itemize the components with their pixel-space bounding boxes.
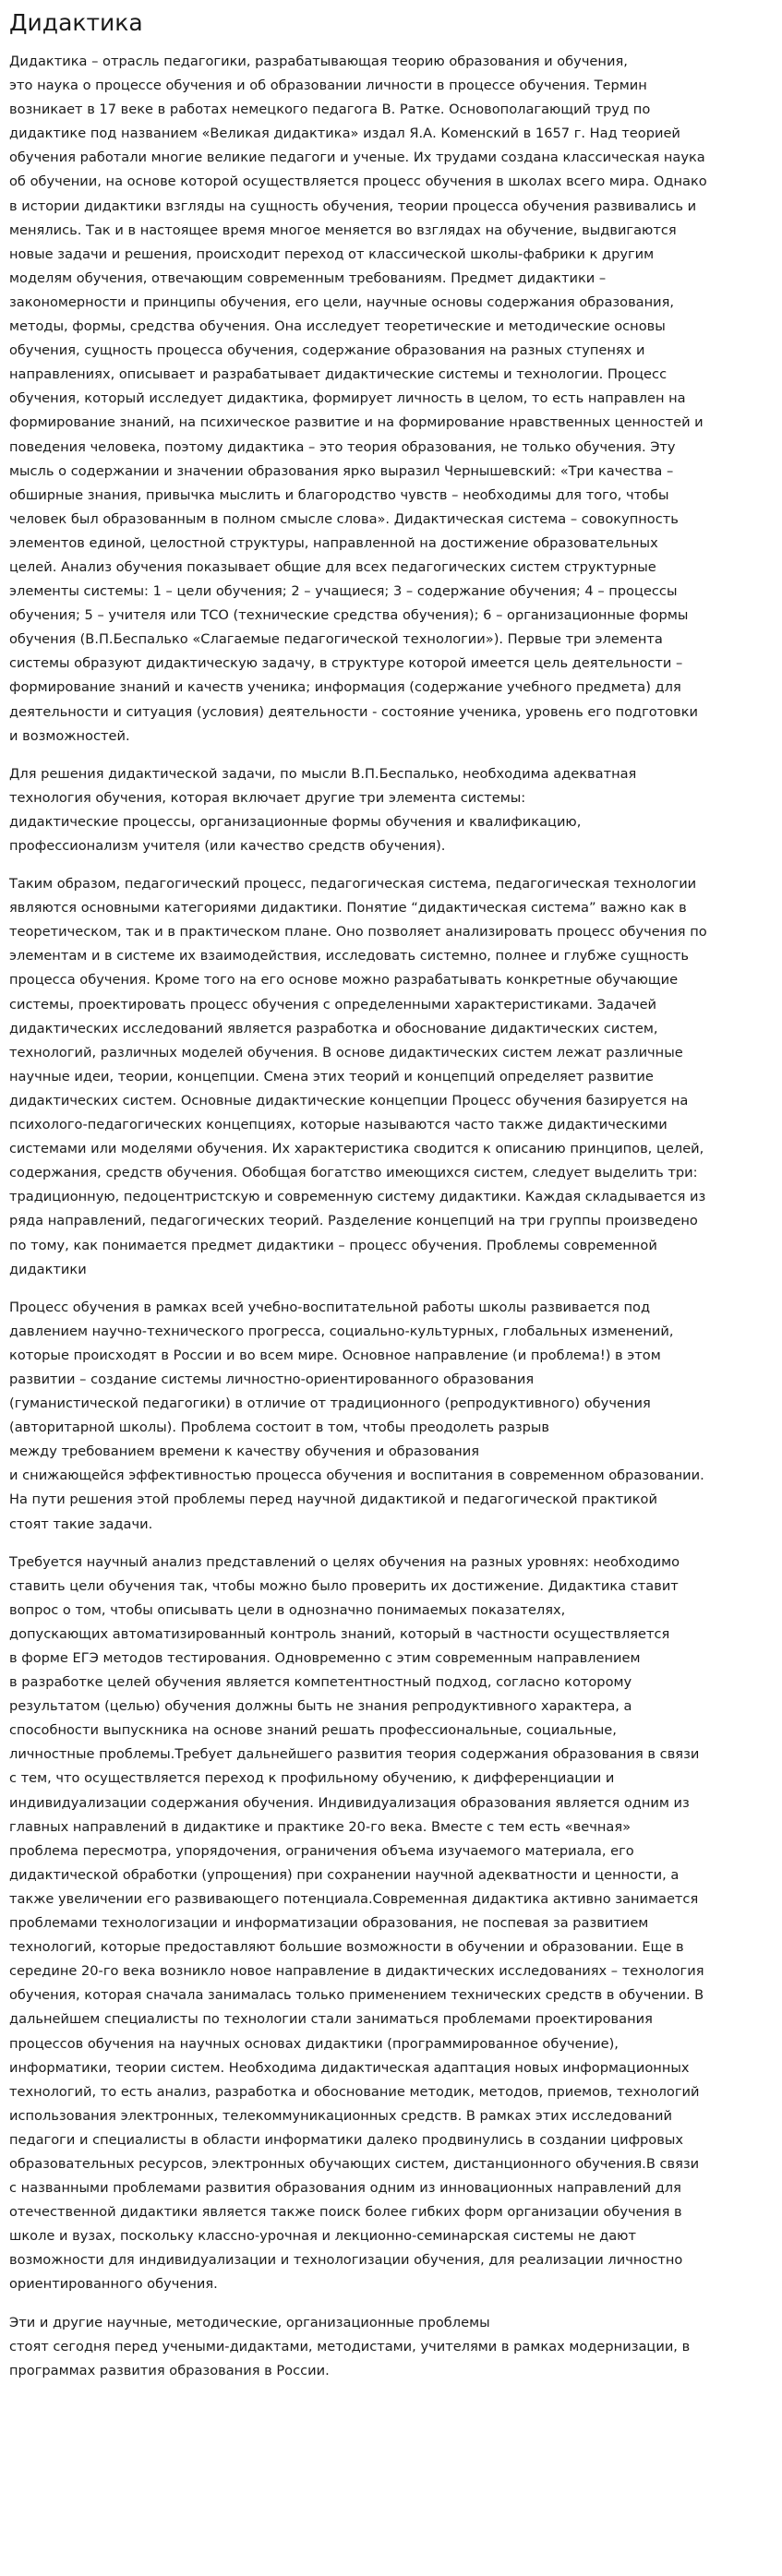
text-line: обучения; 5 – учителя или ТСО (технические средства обучения); 6 – организационные формы	[9, 607, 689, 624]
text-line: обучения работали многие великие педагоги и ученые. Их трудами создана классическая наука	[9, 150, 705, 166]
text-line: (авторитарной школы). Проблема состоит в том, чтобы преодолеть разрыв	[9, 1420, 550, 1436]
text-line: технологий, различных моделей обучения. В основе дидактических систем лежат различные	[9, 1044, 683, 1060]
text-line: возникает в 17 веке в работах немецкого педагога В. Ратке. Основополагающий труд по	[9, 102, 651, 118]
text-line: дальнейшем специалисты по технологии стали заниматься проблемами проектирования	[9, 2011, 653, 2028]
text-line: проблемами технологизации и информатизации образования, не поспевая за развитием	[9, 1915, 649, 1932]
text-line: дидактической обработки (упрощения) при сохранении научной адекватности и ценности, а	[9, 1866, 680, 1883]
article-body	[9, 50, 773, 2383]
text-line: теоретическом, так и в практическом плане. Оно позволяет анализировать процесс обучения по	[9, 924, 707, 941]
text-line: личностные проблемы.Требует дальнейшего развития теория содержания образования в связи	[9, 1746, 700, 1763]
text-line: с тем, что осуществляется переход к профильному обучению, к дифференциации и	[9, 1770, 615, 1787]
text-line: процесса обучения. Кроме того на его основе можно разрабатывать конкретные обучающие	[9, 972, 679, 988]
text-line: с названными проблемами развития образования одним из инновационных направлений для	[9, 2180, 681, 2197]
text-line: вопрос о том, чтобы описывать цели в однозначно понимаемых показателях,	[9, 1601, 566, 1618]
text-line: дидактических систем. Основные дидактические концепции Процесс обучения базируется на	[9, 1092, 689, 1108]
text-line: мысль о содержании и значении образования ярко выразил Чернышевский: «Три качества –	[9, 462, 674, 479]
text-line: технология обучения, которая включает другие три элемента системы:	[9, 789, 526, 806]
text-line: Требуется научный анализ представлений о целях обучения на разных уровнях: необходимо	[9, 1553, 680, 1570]
text-line: информатики, теории систем. Необходима дидактическая адаптация новых информационных	[9, 2059, 690, 2076]
text-line: обучения, сущность процесса обучения, содержание образования на разных ступенях и	[9, 342, 645, 359]
text-line: содержания, средств обучения. Обобщая богатство имеющихся систем, следует выделить три:	[9, 1165, 698, 1181]
text-line: давлением научно-технического прогресса, социально-культурных, глобальных изменений,	[9, 1323, 674, 1339]
text-line: обучения, которая сначала занималась только применением технических средств в обучении. В	[9, 1987, 704, 2004]
text-line: школе и вузах, поскольку классно-урочная и лекционно-семинарская системы не дают	[9, 2228, 636, 2245]
text-line: (гуманистической педагогики) в отличие от традиционного (репродуктивного) обучения	[9, 1396, 651, 1412]
text-line: также увеличении его развивающего потенциала.Современная дидактика активно занимается	[9, 1890, 699, 1907]
text-line: деятельности и ситуация (условия) деятельности - состояние ученика, уровень его подготовки	[9, 703, 699, 720]
text-line: элементы системы: 1 – цели обучения; 2 – учащиеся; 3 – содержание обучения; 4 – процессы	[9, 583, 678, 600]
text-line: технологий, которые предоставляют большие возможности в обучении и образовании. Еще в	[9, 1939, 684, 1956]
text-line: и возможностей.	[9, 727, 130, 744]
text-line: поведения человека, поэтому дидактика – это теория образования, не только обучения. Эту	[9, 438, 676, 455]
text-line: ряда направлений, педагогических теорий. Разделение концепций на три группы произведено	[9, 1213, 698, 1229]
text-line: профессионализм учителя (или качество средств обучения).	[9, 838, 446, 854]
text-line: целей. Анализ обучения показывает общие для всех педагогических систем структурные	[9, 558, 656, 575]
text-line: новые задачи и решения, происходит переход от классической школы-фабрики к другим	[9, 246, 655, 262]
text-line: которые происходят в России и во всем мире. Основное направление (и проблема!) в этом	[9, 1347, 661, 1363]
text-line: формирование знаний, на психическое развитие и на формирование нравственных ценностей и	[9, 414, 704, 431]
text-line: традиционную, педоцентристскую и современную систему дидактики. Каждая складывается из	[9, 1189, 706, 1205]
paragraph	[9, 762, 773, 858]
text-line: обучения (В.П.Беспалько «Слагаемые педагогической технологии»). Первые три элемента	[9, 631, 663, 648]
text-line: стоят сегодня перед учеными-дидактами, методистами, учителями в рамках модернизации, в	[9, 2338, 691, 2354]
text-line: Процесс обучения в рамках всей учебно-воспитательной работы школы развивается под	[9, 1299, 651, 1315]
text-line: системы образуют дидактическую задачу, в структуре которой имеется цель деятельности –	[9, 655, 683, 672]
text-line: и снижающейся эффективностью процесса обучения и воспитания в современном образовании.	[9, 1468, 704, 1484]
text-line: ориентированного обучения.	[9, 2276, 218, 2293]
text-line: в истории дидактики взгляды на сущность обучения, теории процесса обучения развивались и	[9, 198, 697, 214]
text-line: способности выпускника на основе знаний решать профессиональные, социальные,	[9, 1722, 617, 1739]
text-line: направлениях, описывает и разрабатывает дидактические системы и технологии. Процесс	[9, 366, 668, 383]
text-line: стоят такие задачи.	[9, 1516, 153, 1532]
text-line: менялись. Так и в настоящее время многое меняется во взглядах на обучение, выдвигаются	[9, 222, 677, 238]
paragraph	[9, 2311, 773, 2383]
text-line: использования электронных, телекоммуникационных средств. В рамках этих исследований	[9, 2107, 672, 2124]
text-line: ставить цели обучения так, чтобы можно было проверить их достижение. Дидактика ставит	[9, 1577, 679, 1594]
text-line: Эти и другие научные, методические, организационные проблемы	[9, 2314, 490, 2330]
text-line: формирование знаний и качеств ученика; информация (содержание учебного предмета) для	[9, 679, 681, 696]
text-line: На пути решения этой проблемы перед научной дидактикой и педагогической практикой	[9, 1492, 657, 1508]
text-line: программах развития образования в России.	[9, 2362, 330, 2378]
text-line: элементов единой, целостной структуры, направленной на достижение образовательных	[9, 534, 658, 551]
text-line: моделям обучения, отвечающим современным требованиям. Предмет дидактики –	[9, 270, 607, 286]
text-line: в форме ЕГЭ методов тестирования. Одновременно с этим современным направлением	[9, 1650, 641, 1666]
text-line: научные идеи, теории, концепции. Смена этих теорий и концепций определяет развитие	[9, 1068, 654, 1084]
text-line: результатом (целью) обучения должны быть не знания репродуктивного характера, а	[9, 1698, 632, 1715]
paragraph	[9, 872, 773, 1282]
text-line: психолого-педагогических концепциях, которые называются часто также дидактическими	[9, 1117, 668, 1133]
text-line: Дидактика – отрасль педагогики, разрабатывающая теорию образования и обучения,	[9, 54, 628, 69]
text-line: элементам и в системе их взаимодействия, исследовать системно, полнее и глубже сущность	[9, 948, 690, 965]
paragraph	[9, 1296, 773, 1537]
text-line: по тому, как понимается предмет дидактики – процесс обучения. Проблемы современной	[9, 1237, 657, 1253]
text-line: системы, проектировать процесс обучения с определенными характеристиками. Задачей	[9, 996, 657, 1012]
text-line: закономерности и принципы обучения, его цели, научные основы содержания образования,	[9, 294, 675, 310]
text-line: обширные знания, привычка мыслить и благородство чувств – необходимы для того, чтобы	[9, 486, 669, 503]
text-line: в разработке целей обучения является компетентностный подход, согласно которому	[9, 1674, 632, 1691]
text-line: технологий, то есть анализ, разработка и обоснование методик, методов, приемов, технологий	[9, 2083, 700, 2100]
text-line: допускающих автоматизированный контроль знаний, который в частности осуществляется	[9, 1625, 670, 1642]
text-line: человек был образованным в полном смысле слова». Дидактическая система – совокупность	[9, 510, 679, 527]
text-line: главных направлений в дидактике и практике 20-го века. Вместе с тем есть «вечная»	[9, 1818, 632, 1835]
text-line: процессов обучения на научных основах дидактики (программированное обучение),	[9, 2035, 619, 2052]
text-line: дидактике под названием «Великая дидактика» издал Я.А. Коменский в 1657 г. Над теорией	[9, 126, 680, 142]
text-line: дидактических исследований является разработка и обоснование дидактических систем,	[9, 1020, 658, 1036]
text-line: методы, формы, средства обучения. Она исследует теоретические и методические основы	[9, 318, 666, 335]
text-line: дидактики	[9, 1261, 87, 1277]
text-line: дидактические процессы, организационные формы обучения и квалификацию,	[9, 813, 582, 830]
text-line: Таким образом, педагогический процесс, педагогическая система, педагогическая технологии	[9, 876, 697, 893]
text-line: проблема пересмотра, упорядочения, ограничения объема изучаемого материала, его	[9, 1842, 634, 1859]
text-line: об обучении, на основе которой осуществляется процесс обучения в школах всего мира. Однако	[9, 174, 707, 190]
text-line: педагоги и специалисты в области информатики далеко продвинулись в создании цифровых	[9, 2131, 683, 2148]
text-line: являются основными категориями дидактики. Понятие “дидактическая система” важно как в	[9, 900, 687, 917]
text-line: Для решения дидактической задачи, по мысли В.П.Беспалько, необходима адекватная	[9, 765, 637, 782]
paragraph	[9, 50, 773, 749]
page-title: Дидактика	[9, 9, 143, 36]
text-line: образовательных ресурсов, электронных обучающих систем, дистанционного обучения.В связи	[9, 2155, 700, 2172]
text-line: возможности для индивидуализации и технологизации обучения, для реализации личностно	[9, 2252, 683, 2269]
text-line: развитии – создание системы личностно-ориентированного образования	[9, 1371, 535, 1387]
text-line: обучения, который исследует дидактика, формирует личность в целом, то есть направлен на	[9, 390, 686, 407]
text-line: индивидуализации содержания обучения. Индивидуализация образования является одним из	[9, 1794, 690, 1811]
text-line: между требованием времени к качеству обучения и образования	[9, 1444, 479, 1460]
text-line: это наука о процессе обучения и об образовании личности в процессе обучения. Термин	[9, 78, 647, 94]
text-line: отечественной дидактики является также поиск более гибких форм организации обучения в	[9, 2204, 682, 2221]
text-line: середине 20-го века возникло новое направление в дидактических исследованиях – технология	[9, 1963, 704, 1980]
text-line: системами или моделями обучения. Их характеристика сводится к описанию принципов, целей,	[9, 1141, 704, 1157]
paragraph	[9, 1551, 773, 2297]
